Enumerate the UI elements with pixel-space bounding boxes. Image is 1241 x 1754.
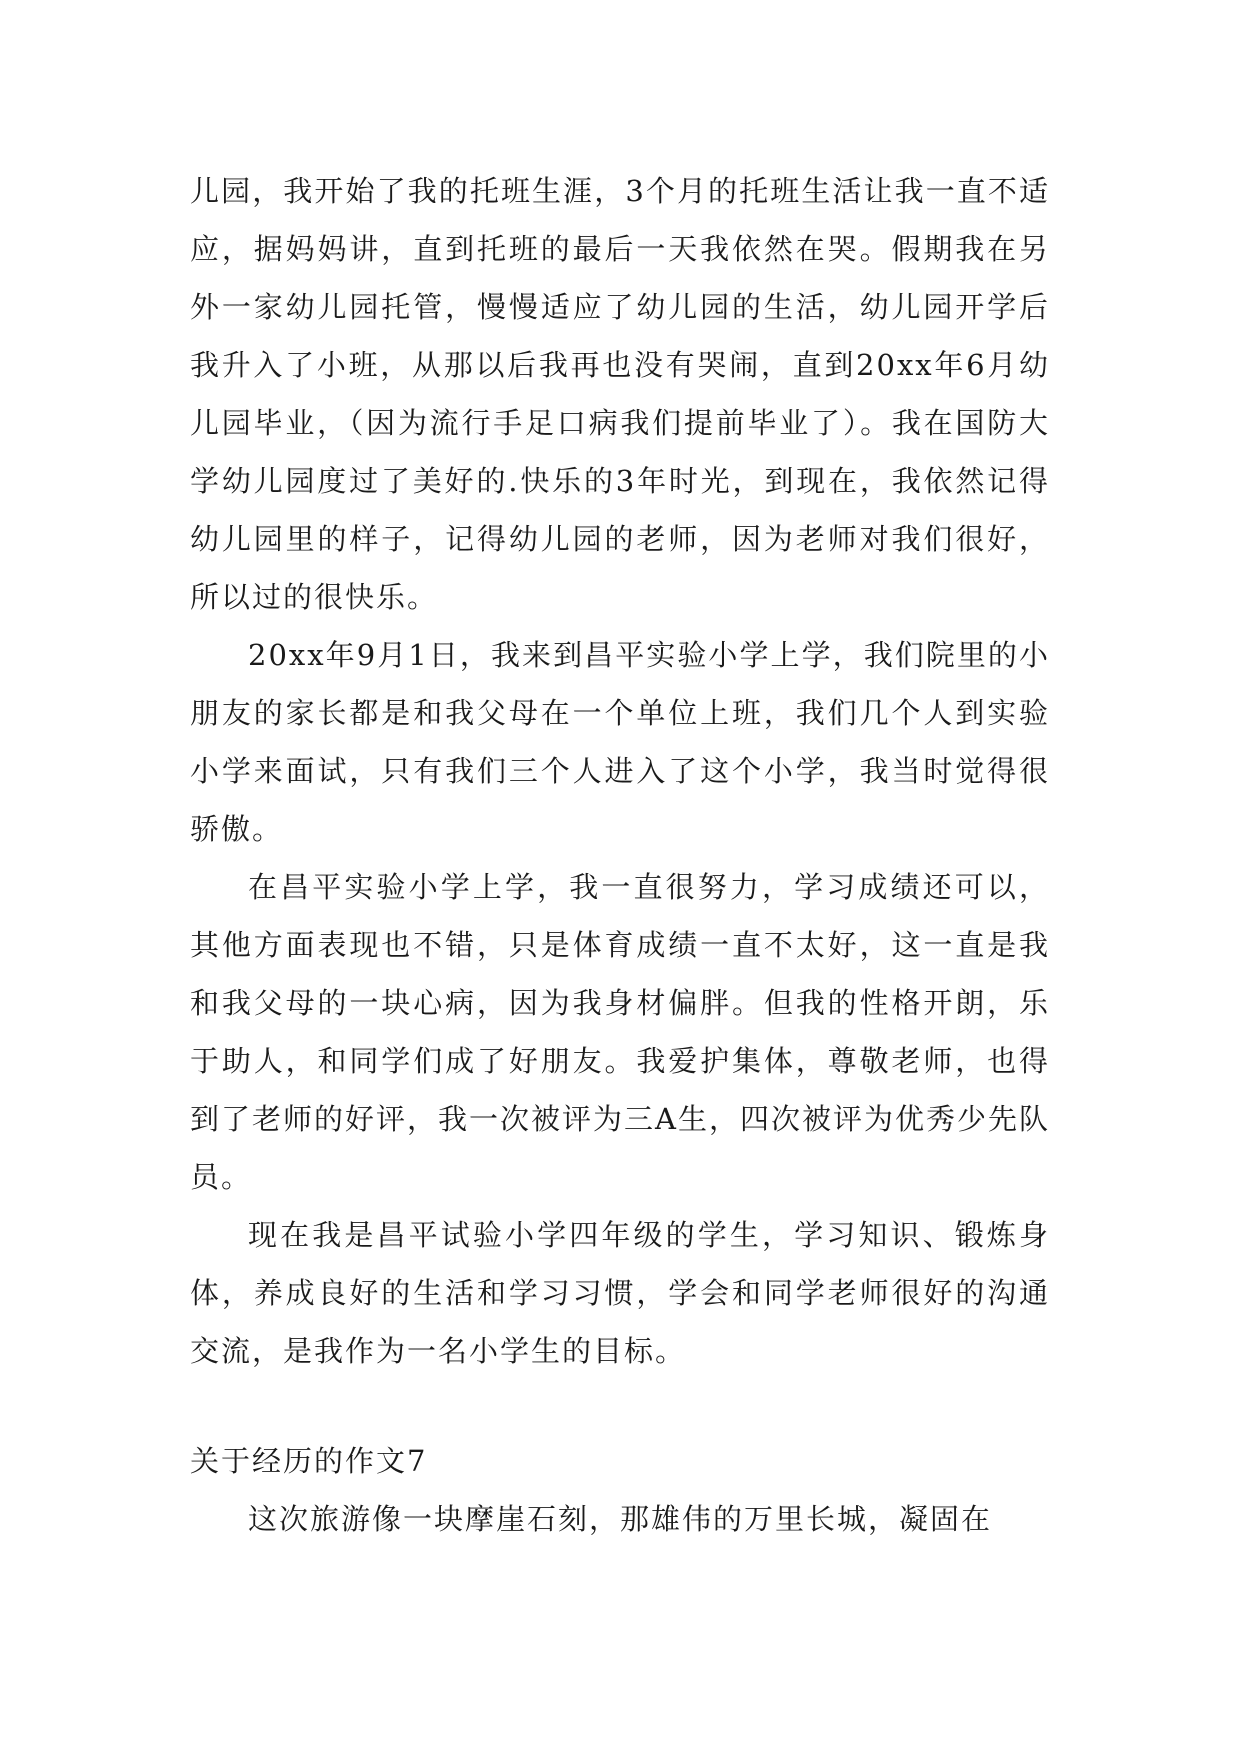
paragraph-kindergarten: 儿园，我开始了我的托班生涯，3个月的托班生活让我一直不适应，据妈妈讲，直到托班的最后一天我依然在哭。假期我在另外一家幼儿园托管，慢慢适应了幼儿园的生活，幼儿园开学后我升入了小班，从那以后我再也没有哭闹，直到20xx年6月幼儿园毕业，（因为流行手足口病我们提前毕业了）。我在国防大学幼儿园度过了美好的.快乐的3年时光，到现在，我依然记得幼儿园里的样子，记得幼儿园的老师，因为老师对我们很好，所以过的很快乐。	[190, 174, 1050, 614]
paragraph-school-performance: 在昌平实验小学上学，我一直很努力，学习成绩还可以，其他方面表现也不错，只是体育成绩一直不太好，这一直是我和我父母的一块心病，因为我身材偏胖。但我的性格开朗，乐于助人，和同学们成了好朋友。我爱护集体，尊敬老师，也得到了老师的好评，我一次被评为三A生，四次被评为优秀少先队员。	[190, 870, 1050, 1194]
paragraph-travel-intro: 这次旅游像一块摩崖石刻，那雄伟的万里长城，凝固在	[248, 1502, 993, 1536]
document-body	[190, 162, 1050, 1548]
section-heading: 关于经历的作文7	[190, 1444, 428, 1478]
paragraph-primary-school-entry: 20xx年9月1日，我来到昌平实验小学上学，我们院里的小朋友的家长都是和我父母在一个单位上班，我们几个人到实验小学来面试，只有我们三个人进入了这个小学，我当时觉得很骄傲。	[190, 638, 1050, 846]
paragraph-current-goals: 现在我是昌平试验小学四年级的学生，学习知识、锻炼身体，养成良好的生活和学习习惯，学会和同学老师很好的沟通交流，是我作为一名小学生的目标。	[190, 1218, 1050, 1368]
